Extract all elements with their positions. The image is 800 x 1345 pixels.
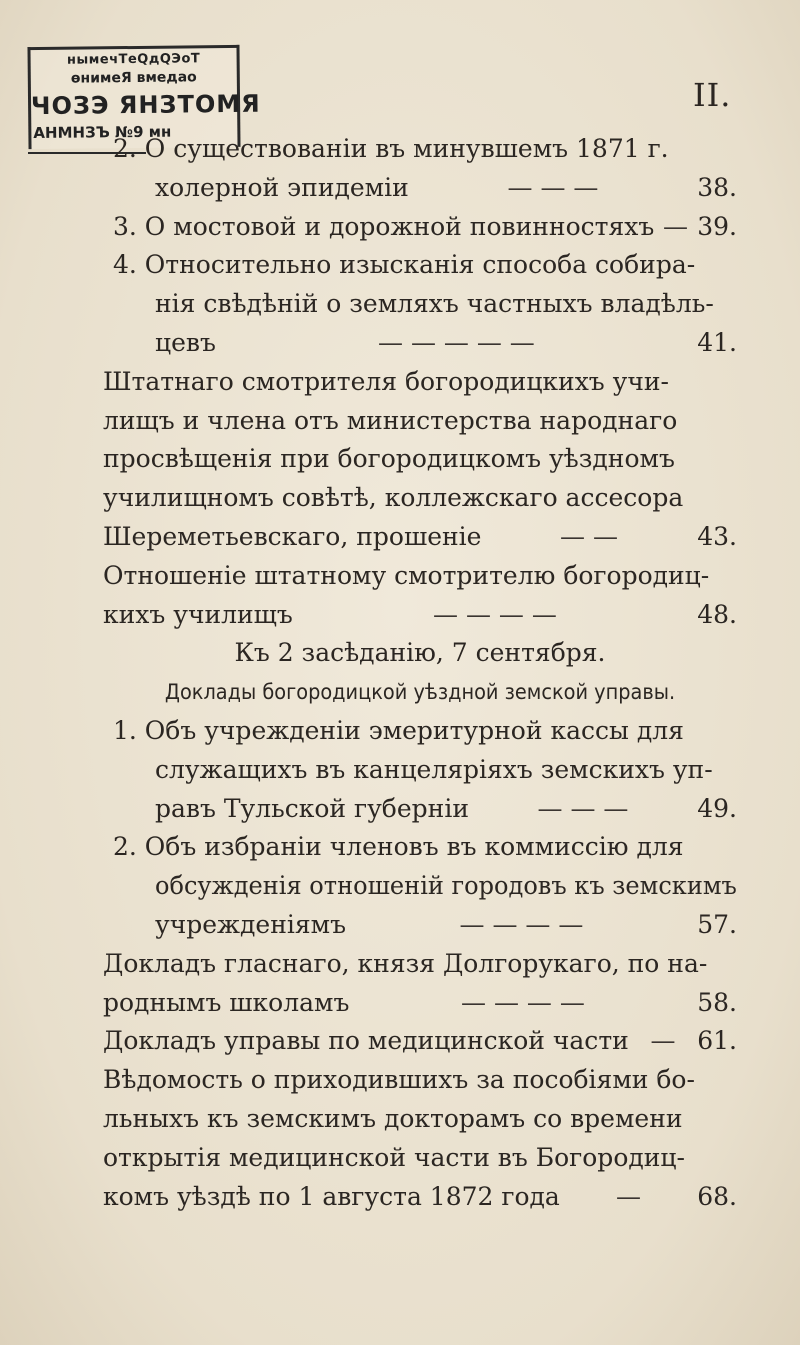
toc-line bbox=[103, 1023, 737, 1059]
toc-line bbox=[103, 674, 737, 710]
toc-leader-dashes: — — — — — bbox=[378, 328, 535, 357]
toc-line-text: Доклады богородицкой уѣздной земской управы. bbox=[164, 680, 676, 704]
toc-line bbox=[103, 441, 737, 477]
toc-line bbox=[103, 635, 737, 671]
toc-leader-dashes: — bbox=[616, 1182, 641, 1211]
toc-line bbox=[103, 558, 737, 594]
toc-line-text: комъ уѣздѣ по 1 августа 1872 года bbox=[103, 1182, 560, 1211]
toc-line-text: нія свѣдѣній о земляхъ частныхъ владѣль- bbox=[155, 289, 714, 318]
toc-line-text: Докладъ управы по медицинской части bbox=[103, 1026, 629, 1055]
toc-leader-dashes: — — — — bbox=[461, 988, 585, 1017]
toc-leader-dashes: — — — bbox=[537, 794, 629, 823]
toc-line-text: служащихъ въ канцеляріяхъ земскихъ уп- bbox=[155, 755, 713, 784]
toc-line-text: равъ Тульской губерніи bbox=[155, 794, 469, 823]
stamp-line-1: нымечТеQдQЭоТ bbox=[66, 51, 201, 68]
toc-line bbox=[103, 713, 737, 749]
stamp-line-3: ЧОЗЭ ЯНЗТОМЯ bbox=[30, 89, 261, 121]
toc-line-text: Штатнаго смотрителя богородицкихъ учи- bbox=[103, 367, 670, 396]
toc-line bbox=[103, 946, 737, 982]
toc-page-ref: 39. bbox=[697, 212, 737, 241]
toc-line bbox=[103, 597, 737, 633]
stamp-line-4: АНМНЗЪ №9 мн bbox=[33, 122, 172, 143]
toc-line-text: 4. Относительно изысканія способа собира- bbox=[113, 250, 696, 279]
toc-line-text: лищъ и члена отъ министерства народнаго bbox=[103, 406, 678, 435]
toc-line-text: Отношеніе штатному смотрителю богородиц- bbox=[103, 561, 710, 590]
toc-line bbox=[103, 480, 737, 516]
toc-line-text: учрежденіямъ bbox=[155, 910, 347, 939]
toc-line-text: холерной эпидеміи bbox=[155, 173, 409, 202]
toc-line-text: роднымъ школамъ bbox=[103, 988, 350, 1017]
page-number: II. bbox=[693, 76, 732, 114]
toc-leader-dashes: — — bbox=[560, 522, 618, 551]
toc-line-text: Докладъ гласнаго, князя Долгорукаго, по на- bbox=[103, 949, 708, 978]
toc-line bbox=[103, 1101, 737, 1137]
toc-line bbox=[103, 1140, 737, 1176]
toc-line bbox=[103, 170, 737, 206]
toc-page-ref: 48. bbox=[697, 600, 737, 629]
toc-line-text: 2. О существованіи въ минувшемъ 1871 г. bbox=[113, 134, 669, 163]
toc-page-ref: 38. bbox=[697, 173, 737, 202]
toc-line bbox=[103, 325, 737, 361]
toc-page-ref: 57. bbox=[697, 910, 737, 939]
toc-page-ref: 68. bbox=[697, 1182, 737, 1211]
toc-line bbox=[103, 209, 737, 245]
toc-line-text: открытія медицинской части въ Богородиц- bbox=[103, 1143, 685, 1172]
toc-line bbox=[103, 286, 737, 322]
toc-line bbox=[103, 519, 737, 555]
toc-leader-dashes: — — — — bbox=[433, 600, 557, 629]
toc-line bbox=[103, 1179, 737, 1215]
toc-page-ref: 43. bbox=[697, 522, 737, 551]
toc-line bbox=[103, 868, 737, 904]
toc-line bbox=[103, 364, 737, 400]
stamp-line-2: ѳнимеЯ вмедао bbox=[70, 69, 197, 87]
toc-page-ref: 61. bbox=[697, 1026, 737, 1055]
toc-leader-dashes: — — — bbox=[507, 173, 599, 202]
toc-line-text: Шереметьевскаго, прошеніе bbox=[103, 522, 482, 551]
toc-line-text: льныхъ къ земскимъ докторамъ со времени bbox=[103, 1104, 683, 1133]
toc-line bbox=[103, 247, 737, 283]
toc-line-text: 2. Объ избраніи членовъ въ коммиссію для bbox=[113, 832, 684, 861]
toc-line bbox=[103, 791, 737, 827]
toc-page-ref: 41. bbox=[697, 328, 737, 357]
toc-line bbox=[103, 907, 737, 943]
toc-line bbox=[103, 985, 737, 1021]
toc-line bbox=[103, 403, 737, 439]
toc-leader-dashes: — bbox=[650, 1026, 676, 1055]
toc-line-text: училищномъ совѣтѣ, коллежскаго ассесора bbox=[103, 483, 684, 512]
toc-line-text: просвѣщенія при богородицкомъ уѣздномъ bbox=[103, 444, 675, 473]
toc-line-text: Къ 2 засѣданію, 7 сентября. bbox=[234, 638, 606, 667]
toc-line bbox=[103, 1062, 737, 1098]
toc-line-text: цевъ bbox=[155, 328, 216, 357]
toc-leader-dashes: — bbox=[663, 212, 688, 241]
toc-leader-dashes: — — — — bbox=[459, 910, 584, 939]
toc-line-text: 3. О мостовой и дорожной повинностяхъ bbox=[113, 212, 655, 241]
toc-line bbox=[103, 752, 737, 788]
toc-line-text: Вѣдомость о приходившихъ за пособіями бо- bbox=[103, 1065, 695, 1094]
toc-line bbox=[103, 131, 737, 167]
toc-line-text: обсужденія отношеній городовъ къ земскимъ bbox=[155, 871, 737, 900]
toc-page-ref: 58. bbox=[697, 988, 737, 1017]
toc-line-text: 1. Объ учрежденіи эмеритурной кассы для bbox=[113, 716, 684, 745]
toc-page-ref: 49. bbox=[697, 794, 737, 823]
toc-line-text: кихъ училищъ bbox=[103, 600, 293, 629]
toc-line bbox=[103, 829, 737, 865]
